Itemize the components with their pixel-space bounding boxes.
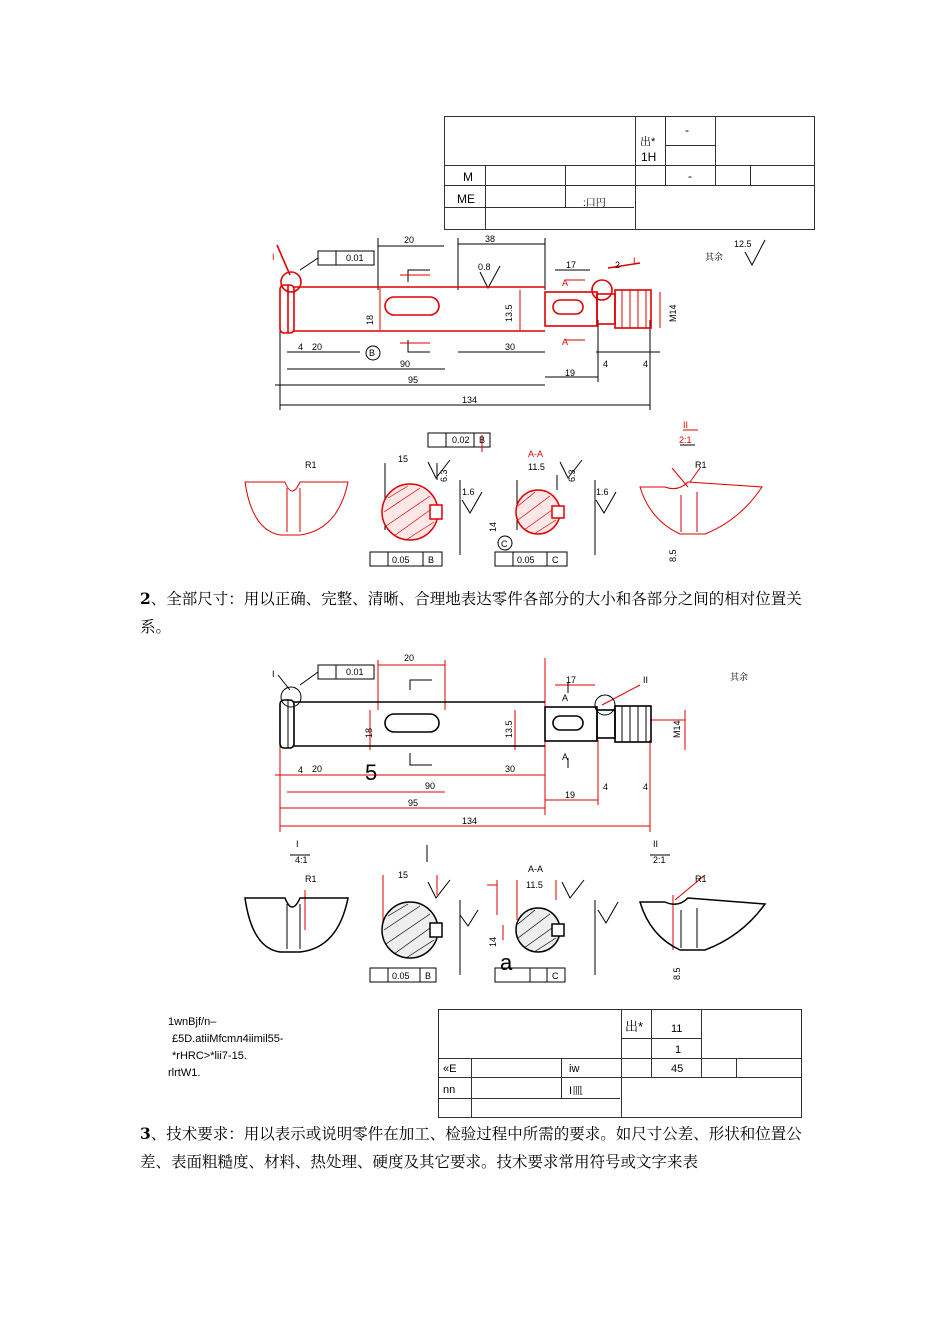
tb1-dash2: -: [688, 169, 692, 183]
svg-text:其余: 其余: [705, 252, 724, 262]
svg-text:13.5: 13.5: [504, 720, 514, 738]
svg-text:C: C: [552, 555, 559, 565]
svg-text:4: 4: [603, 782, 609, 792]
tb1-m: M: [463, 170, 473, 184]
svg-text:20: 20: [312, 342, 323, 352]
svg-text:38: 38: [485, 234, 496, 244]
svg-text:20: 20: [404, 235, 415, 245]
svg-text:R1: R1: [695, 874, 707, 884]
svg-text:R1: R1: [305, 874, 317, 884]
paragraph-technical-requirements: [140, 1120, 820, 1176]
note-line-3: *rHRC>*lii7-15.: [172, 1050, 247, 1062]
svg-text:A: A: [562, 752, 569, 762]
svg-text:2:1: 2:1: [653, 855, 666, 865]
note-line-2: £5D.atiiMfcmл4iimil55-: [172, 1033, 284, 1045]
tb2-1: 1: [675, 1044, 682, 1056]
tb1-1h: 1H: [641, 150, 657, 164]
svg-text:95: 95: [408, 375, 419, 385]
svg-text:A-A: A-A: [528, 864, 544, 874]
svg-text:20: 20: [312, 764, 323, 774]
svg-text:R1: R1: [305, 460, 317, 470]
svg-text:A: A: [562, 337, 569, 347]
svg-text:4: 4: [603, 359, 609, 369]
svg-text:I: I: [272, 252, 275, 262]
svg-text:M14: M14: [668, 304, 678, 322]
note-line-4: rlrtW1.: [168, 1067, 201, 1079]
svg-text:15: 15: [398, 870, 409, 880]
svg-text:11.5: 11.5: [528, 462, 545, 472]
svg-text:C: C: [501, 539, 508, 549]
svg-text:134: 134: [462, 816, 478, 826]
tb2-i: I皿: [569, 1085, 584, 1097]
shaft-drawing-dimensions: [0, 650, 950, 995]
svg-text:19: 19: [565, 368, 576, 378]
svg-text:134: 134: [462, 395, 478, 405]
svg-text:4: 4: [643, 782, 649, 792]
shaft-drawing-highlighted: [0, 230, 950, 575]
svg-text:II: II: [653, 839, 659, 849]
svg-text:13.5: 13.5: [504, 304, 514, 322]
tb2-45: 45: [671, 1063, 684, 1075]
svg-text:90: 90: [400, 359, 411, 369]
svg-text:a: a: [500, 950, 513, 975]
svg-text:6.3: 6.3: [567, 469, 577, 482]
svg-text:4: 4: [298, 342, 304, 352]
svg-text:4: 4: [643, 359, 649, 369]
svg-text:11.5: 11.5: [526, 880, 543, 890]
title-block-bottom: [438, 1009, 802, 1118]
tb2-11: 11: [671, 1023, 683, 1035]
svg-text:0.01: 0.01: [346, 253, 364, 263]
tb1-kou: :口円: [583, 198, 606, 209]
svg-text:M14: M14: [672, 720, 682, 738]
svg-text:B: B: [369, 348, 376, 358]
tb2-iw: iw: [569, 1063, 580, 1075]
svg-text:19: 19: [565, 790, 576, 800]
svg-text:4:1: 4:1: [295, 855, 308, 865]
note-line-1: 1wnBjf/n–: [168, 1016, 217, 1028]
svg-text:17: 17: [566, 260, 577, 270]
svg-text:其余: 其余: [730, 672, 749, 682]
svg-text:B: B: [428, 555, 435, 565]
svg-text:30: 30: [505, 342, 516, 352]
paragraph-3-text: 、技术要求：用以表示或说明零件在加工、检验过程中所需的要求。如尺寸公差、形状和位置公差、表面粗糙度、材料、热处理、硬度及其它要求。技术要求常用符号或文字来表: [140, 1125, 802, 1171]
svg-text:II: II: [643, 675, 649, 685]
svg-text:20: 20: [404, 653, 415, 663]
tb1-me: ME: [457, 192, 475, 206]
tb2-nn: nn: [443, 1084, 456, 1096]
svg-text:0.02: 0.02: [452, 435, 470, 445]
svg-text:12.5: 12.5: [734, 239, 752, 249]
svg-text:15: 15: [398, 454, 409, 464]
paragraph-all-dimensions: [140, 585, 820, 641]
svg-text:8.5: 8.5: [672, 967, 682, 980]
svg-text:C: C: [552, 971, 559, 981]
svg-text:1.6: 1.6: [462, 487, 475, 497]
tb1-dash1: -: [685, 123, 689, 137]
paragraph-2-text: 、全部尺寸：用以正确、完整、清晰、合理地表达零件各部分的大小和各部分之间的相对位置关系。: [140, 590, 802, 636]
svg-text:4: 4: [298, 765, 304, 775]
svg-text:0.01: 0.01: [346, 667, 364, 677]
svg-text:2: 2: [615, 260, 621, 270]
svg-text:14: 14: [488, 936, 498, 947]
svg-text:0.05: 0.05: [392, 555, 410, 565]
svg-text:R1: R1: [695, 460, 707, 470]
svg-text:B: B: [425, 971, 432, 981]
paragraph-2-number: 2: [140, 589, 151, 608]
svg-text:6.3: 6.3: [439, 469, 449, 482]
svg-text:A: A: [562, 278, 569, 288]
svg-text:90: 90: [425, 781, 436, 791]
svg-text:I: I: [272, 669, 275, 679]
technical-notes: [168, 1014, 284, 1082]
svg-text:8.5: 8.5: [668, 549, 678, 562]
paragraph-3-number: 3: [140, 1124, 151, 1143]
svg-text:5: 5: [365, 760, 378, 785]
svg-text:0.05: 0.05: [392, 971, 410, 981]
svg-text:II: II: [683, 420, 689, 430]
svg-text:17: 17: [566, 675, 577, 685]
svg-text:18: 18: [364, 727, 374, 738]
svg-text:A: A: [562, 693, 569, 703]
svg-text:0.8: 0.8: [478, 262, 491, 272]
svg-text:2:1: 2:1: [679, 435, 692, 445]
svg-text:0.05: 0.05: [517, 555, 535, 565]
svg-text:14: 14: [488, 521, 498, 532]
svg-text:30: 30: [505, 764, 516, 774]
svg-text:I: I: [633, 256, 636, 266]
svg-text:I: I: [296, 839, 299, 849]
svg-text:A-A: A-A: [528, 449, 544, 459]
svg-text:95: 95: [408, 798, 419, 808]
title-block-top: [444, 116, 815, 230]
svg-text:1.6: 1.6: [596, 487, 609, 497]
svg-text:18: 18: [365, 314, 375, 325]
svg-text:B: B: [479, 435, 486, 445]
tb1-chu: 出*: [640, 136, 656, 148]
tb2-e: «E: [443, 1063, 457, 1075]
tb2-chu: 出*: [625, 1019, 644, 1034]
